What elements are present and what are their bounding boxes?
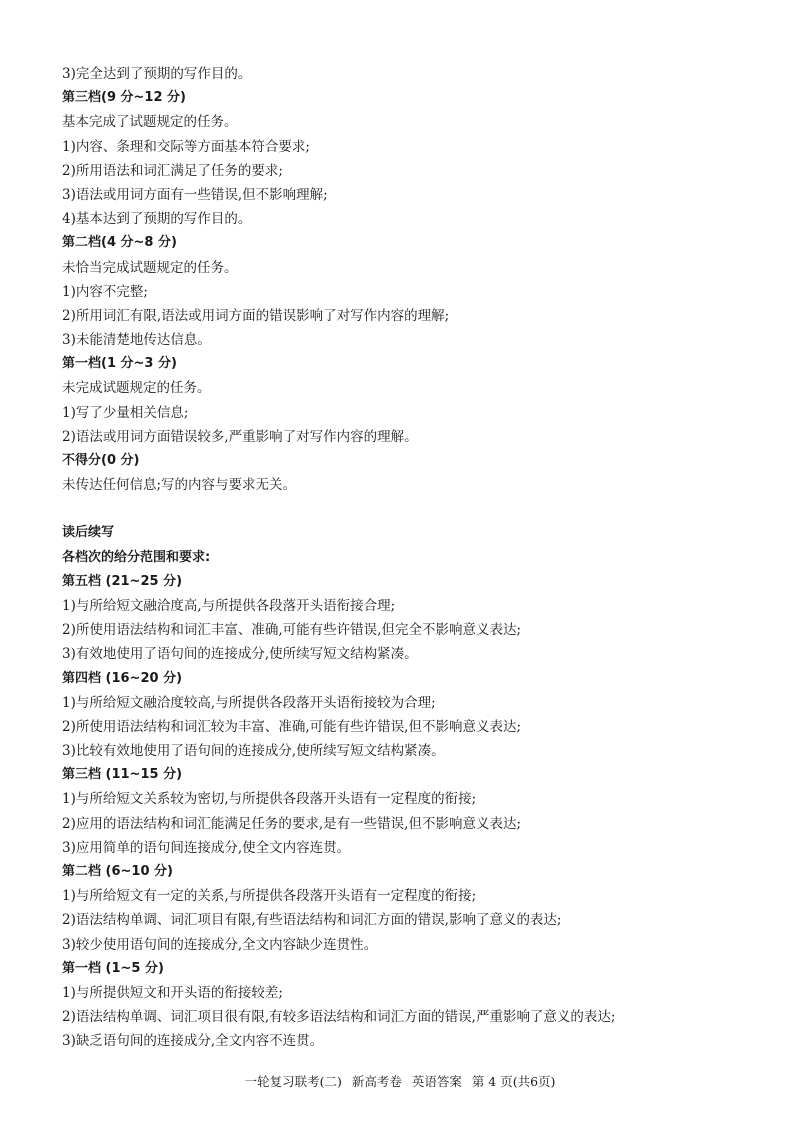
writing-tail-line: 3)完全达到了预期的写作目的。 xyxy=(62,66,252,82)
document-page xyxy=(62,62,762,1054)
writing-grade-0 xyxy=(62,449,762,497)
grade-line: 1)与所给短文关系较为密切,与所提供各段落开头语有一定程度的衔接; xyxy=(62,791,477,808)
writing-grade-2 xyxy=(62,231,762,352)
grade-line: 2)所使用语法结构和词汇丰富、准确,可能有些许错误,但完全不影响意义表达; xyxy=(62,622,521,639)
grade-title: 第三档 (11~15 分) xyxy=(62,767,183,783)
grade-line: 3)应用简单的语句间连接成分,使全文内容连贯。 xyxy=(62,839,351,856)
grade-line: 2)语法结构单调、词汇项目有限,有些语法结构和词汇方面的错误,影响了意义的表达; xyxy=(62,912,562,929)
footer-exam: 一轮复习联考(二) xyxy=(244,1074,342,1089)
writing-grade-1 xyxy=(62,352,762,449)
grade-title: 第二档 (6~10 分) xyxy=(62,864,173,879)
grade-title: 第四档 (16~20 分) xyxy=(62,670,183,686)
grade-line: 基本完成了试题规定的任务。 xyxy=(62,114,238,131)
grade-line: 3)有效地使用了语句间的连接成分,使所续写短文结构紧凑。 xyxy=(62,646,418,663)
grade-line: 1)与所给短文融洽度较高,与所提供各段落开头语衔接较为合理; xyxy=(62,694,436,711)
writing-grade-3 xyxy=(62,86,762,231)
grade-line: 3)比较有效地使用了语句间的连接成分,使所续写短文结构紧凑。 xyxy=(62,743,445,760)
continuation-grade-2 xyxy=(62,860,762,957)
grade-line: 2)所用语法和词汇满足了任务的要求; xyxy=(62,162,283,179)
continuation-grade-1 xyxy=(62,957,762,1054)
grade-title: 第一档(1 分~3 分) xyxy=(62,356,177,372)
grade-line: 1)与所给短文融洽度高,与所提供各段落开头语衔接合理; xyxy=(62,597,396,614)
grade-title: 第一档 (1~5 分) xyxy=(62,960,164,976)
section-subheading: 各档次的给分范围和要求: xyxy=(62,549,211,565)
section-heading: 读后续写 xyxy=(62,525,115,541)
grade-line: 未完成试题规定的任务。 xyxy=(62,380,211,397)
page-footer xyxy=(0,1072,800,1090)
grade-line: 2)所用词汇有限,语法或用词方面的错误影响了对写作内容的理解; xyxy=(62,307,450,324)
grade-line: 1)写了少量相关信息; xyxy=(62,404,189,421)
continuation-grade-4 xyxy=(62,667,762,764)
footer-page: 第 4 页(共6页) xyxy=(471,1074,556,1089)
grade-title: 第二档(4 分~8 分) xyxy=(62,235,177,251)
grade-line: 2)语法或用词方面错误较多,严重影响了对写作内容的理解。 xyxy=(62,428,418,445)
grade-line: 3)较少使用语句间的连接成分,全文内容缺少连贯性。 xyxy=(62,936,378,953)
grade-line: 2)应用的语法结构和词汇能满足任务的要求,是有一些错误,但不影响意义表达; xyxy=(62,815,521,832)
footer-type: 新高考卷 xyxy=(351,1074,402,1089)
grade-line: 1)与所给短文有一定的关系,与所提供各段落开头语有一定程度的衔接; xyxy=(62,888,477,905)
grade-line: 3)未能清楚地传达信息。 xyxy=(62,332,211,349)
grade-title: 第五档 (21~25 分) xyxy=(62,573,183,589)
grade-line: 3)缺乏语句间的连接成分,全文内容不连贯。 xyxy=(62,1033,324,1050)
section-gap xyxy=(62,497,762,521)
grade-line: 3)语法或用词方面有一些错误,但不影响理解; xyxy=(62,186,328,203)
grade-line: 未恰当完成试题规定的任务。 xyxy=(62,259,238,276)
grade-line: 4)基本达到了预期的写作目的。 xyxy=(62,211,252,228)
grade-line: 1)与所提供短文和开头语的衔接较差; xyxy=(62,984,283,1001)
continuation-grade-5 xyxy=(62,570,762,667)
grade-line: 1)内容不完整; xyxy=(62,283,148,300)
grade-line: 1)内容、条理和交际等方面基本符合要求; xyxy=(62,138,310,155)
footer-answer: 英语答案 xyxy=(411,1074,462,1089)
continuation-grade-3 xyxy=(62,763,762,860)
grade-title: 不得分(0 分) xyxy=(62,453,140,468)
grade-line: 未传达任何信息;写的内容与要求无关。 xyxy=(62,477,297,494)
grade-line: 2)所使用语法结构和词汇较为丰富、准确,可能有些许错误,但不影响意义表达; xyxy=(62,718,521,735)
grade-line: 2)语法结构单调、词汇项目很有限,有较多语法结构和词汇方面的错误,严重影响了意义的表达; xyxy=(62,1009,616,1026)
grade-title: 第三档(9 分~12 分) xyxy=(62,90,186,106)
